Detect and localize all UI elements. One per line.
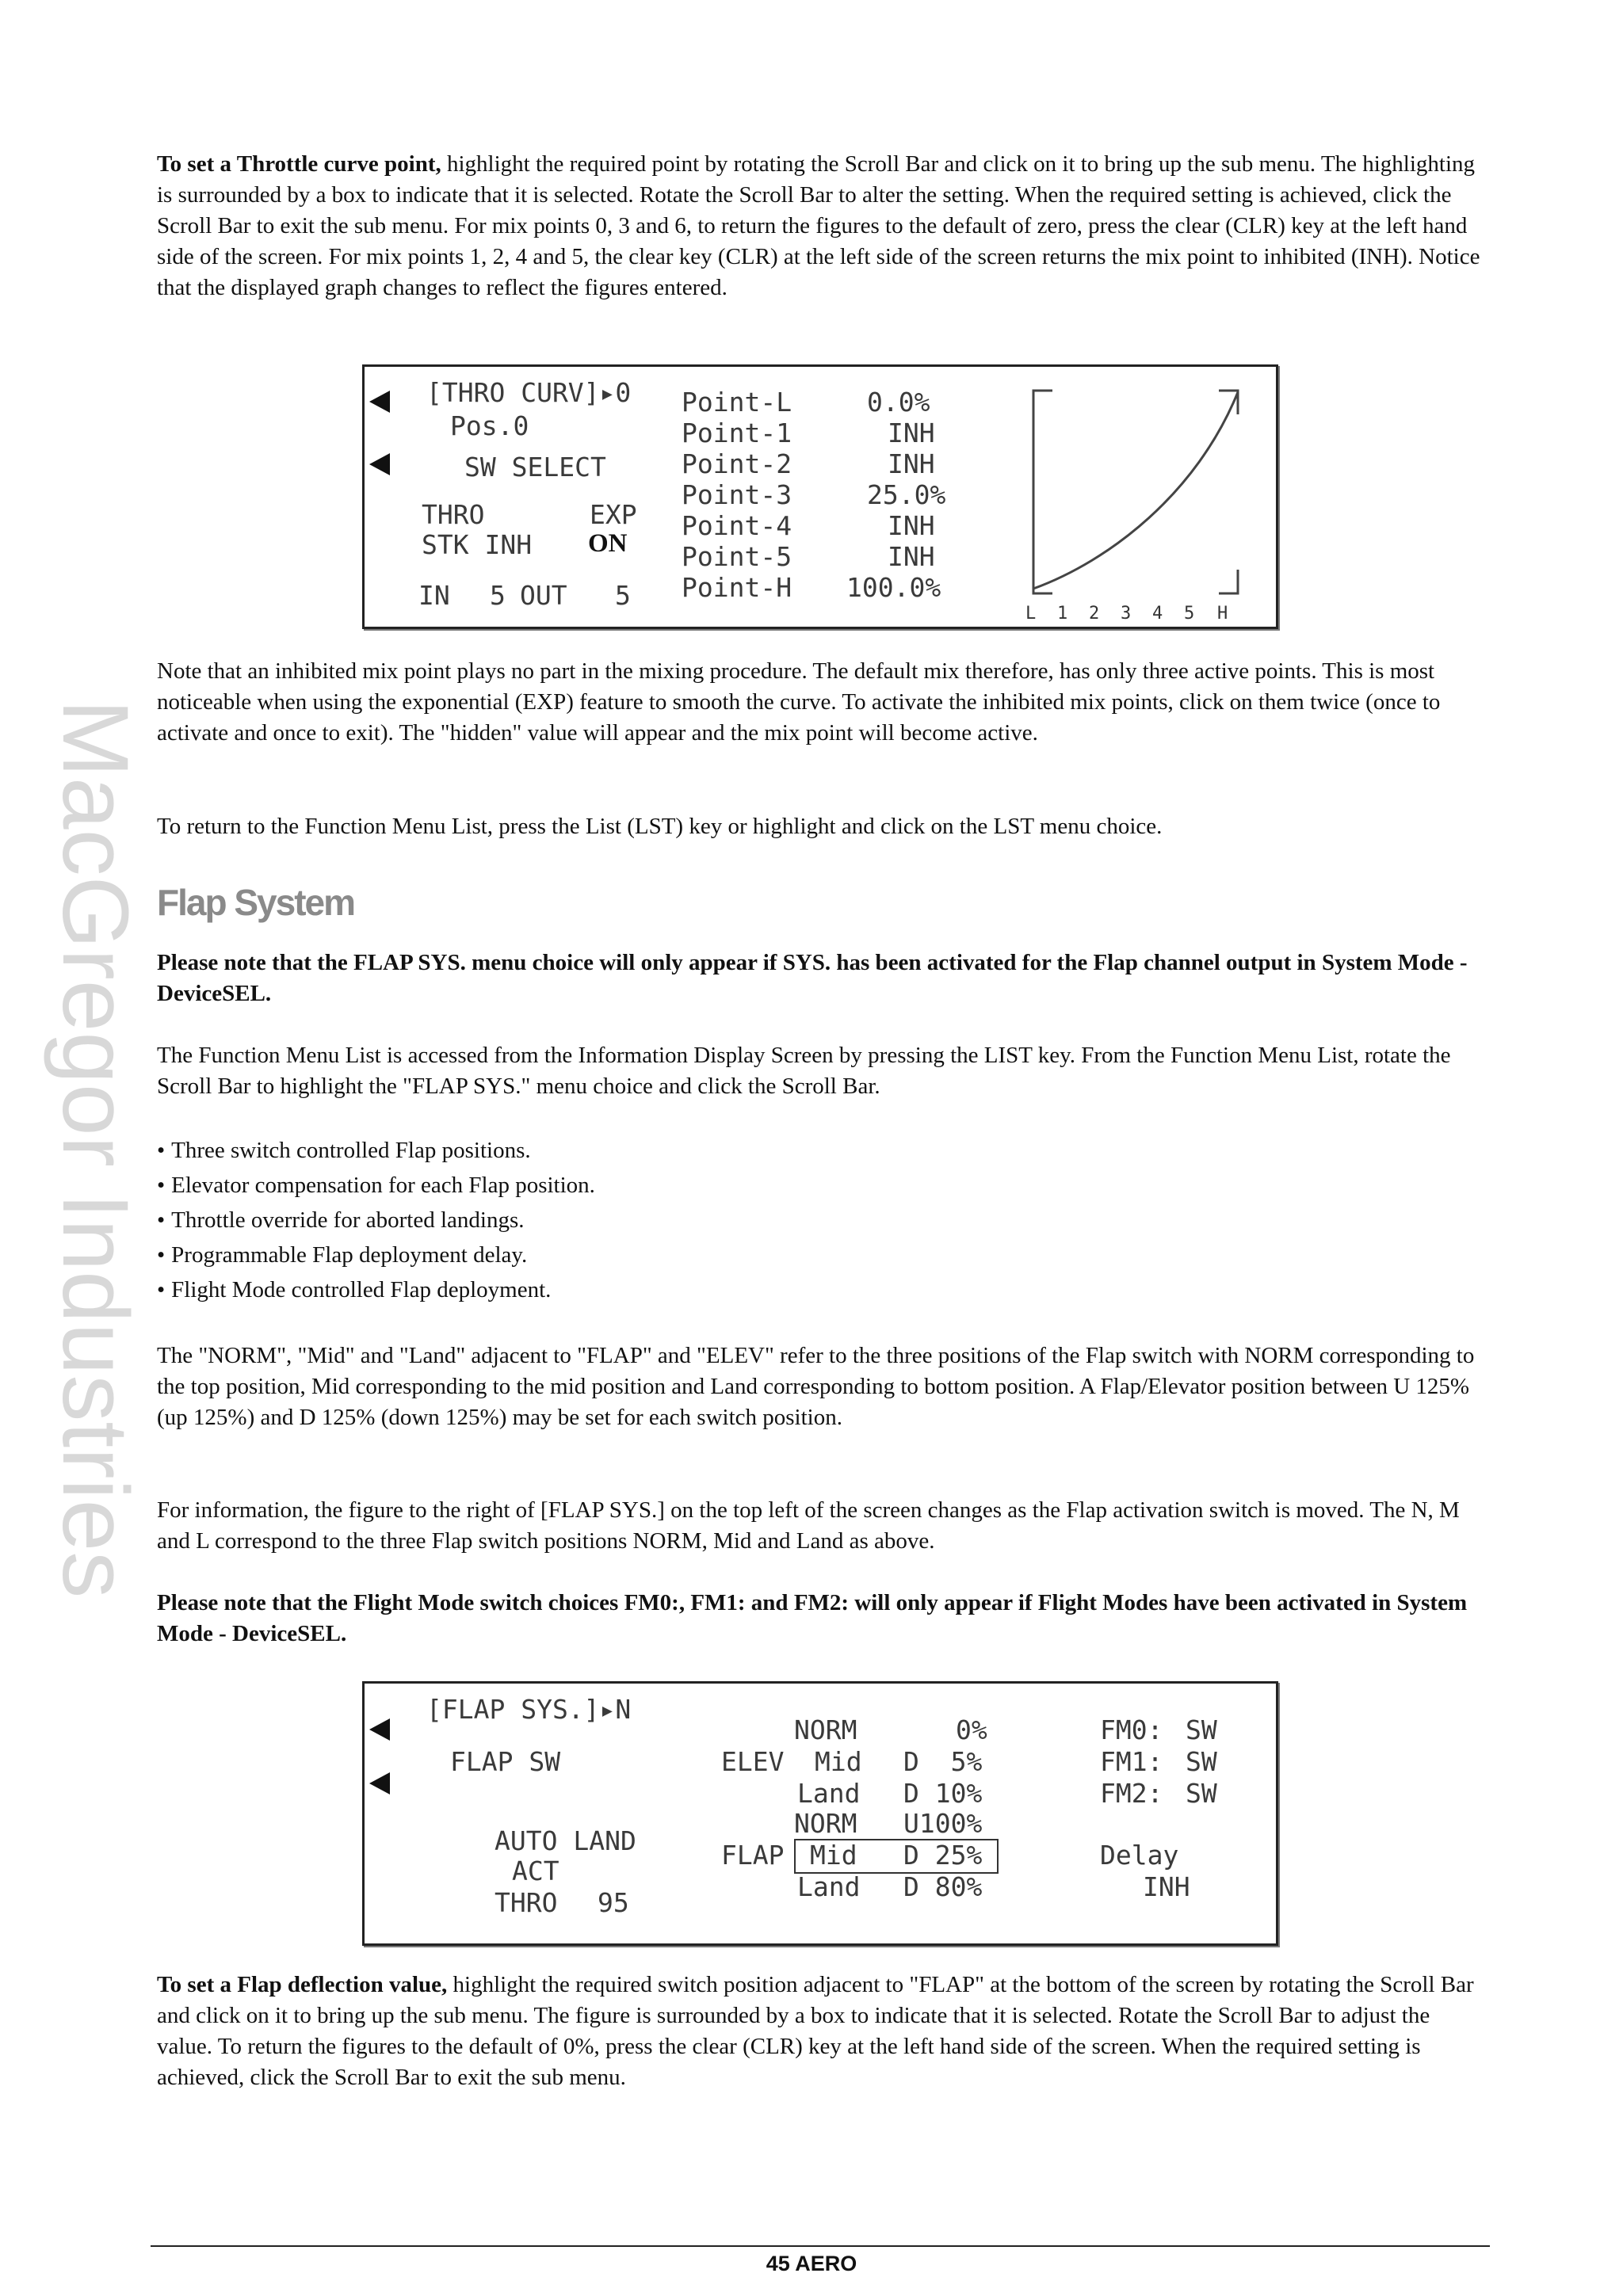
- flap-pos: Land: [797, 1871, 861, 1902]
- fm-value[interactable]: SW: [1186, 1714, 1217, 1745]
- throttle-point-paragraph: [157, 149, 1488, 303]
- in-label: IN: [418, 580, 450, 611]
- elev-label: ELEV: [721, 1746, 785, 1777]
- flap-label: FLAP: [721, 1840, 785, 1871]
- auto-land-label: AUTO LAND: [495, 1825, 636, 1856]
- point-label[interactable]: Point-2: [682, 448, 792, 479]
- left-arrow-icon: [369, 391, 390, 413]
- list-item: • Three switch controlled Flap positions.: [157, 1133, 595, 1168]
- flap-value[interactable]: D 25%: [903, 1840, 983, 1871]
- lcd-header: [THRO CURV]▸0: [426, 377, 632, 408]
- watermark: MacGregor Industries: [43, 699, 147, 1599]
- list-item: • Flight Mode controlled Flap deployment.: [157, 1272, 595, 1307]
- inhibited-point-paragraph: Note that an inhibited mix point plays no part in the mixing procedure. The default mix therefore, has only three active points. This is most noticeable when using the exponential (EXP) feature to smooth the curve. To activate the inhibited mix points, click on them twice (once to activate and once to exit). The "hidden" value will appear and the mix point will become active.: [157, 658, 1441, 746]
- list-item: • Throttle override for aborted landings.: [157, 1203, 595, 1238]
- elev-value[interactable]: 0%: [956, 1714, 987, 1745]
- elev-value[interactable]: D 10%: [903, 1778, 983, 1809]
- list-item: • Elevator compensation for each Flap position.: [157, 1168, 595, 1203]
- lcd-header: [FLAP SYS.]▸N: [426, 1694, 632, 1725]
- section-title: Flap System: [157, 882, 354, 923]
- thro-label: THRO: [422, 499, 485, 530]
- point-value[interactable]: 25.0%: [867, 479, 946, 510]
- point-value[interactable]: INH: [888, 510, 935, 541]
- page-footer: 45 AERO: [766, 2252, 857, 2275]
- fm-label: FM0:: [1100, 1714, 1163, 1745]
- feature-list: [157, 1133, 595, 1307]
- flap-pos: Mid: [810, 1840, 857, 1871]
- elev-value[interactable]: D 5%: [903, 1746, 983, 1777]
- point-value[interactable]: INH: [888, 418, 935, 448]
- delay-value[interactable]: INH: [1143, 1871, 1190, 1902]
- flap-figure-paragraph: For information, the figure to the right of [FLAP SYS.] on the top left of the screen changes as the Flap activation switch is moved. The N, M and L correspond to the three Flap switch positions NORM, Mid and Land as above.: [157, 1497, 1460, 1554]
- function-menu-paragraph: The Function Menu List is accessed from the Information Display Screen by pressing the LIST key. From the Function Menu List, rotate the Scroll Bar to highlight the "FLAP SYS." menu choice and click the Scroll Bar.: [157, 1043, 1451, 1099]
- flap-deflection-lead: To set a Flap deflection value,: [157, 1972, 448, 1997]
- point-value[interactable]: INH: [888, 541, 935, 572]
- left-arrow-icon: [369, 1772, 390, 1794]
- fm-value[interactable]: SW: [1186, 1746, 1217, 1777]
- flight-mode-note: Please note that the Flight Mode switch choices FM0:, FM1: and FM2: will only appear if Flight Modes have been activated in System Mode - DeviceSEL.: [157, 1590, 1468, 1646]
- in-value: 5: [490, 580, 506, 611]
- point-label[interactable]: Point-H: [682, 572, 792, 603]
- flap-sw-label[interactable]: FLAP SW: [450, 1746, 561, 1777]
- left-arrow-icon: [369, 453, 390, 475]
- throttle-point-lead: To set a Throttle curve point,: [157, 151, 441, 177]
- point-value[interactable]: INH: [888, 448, 935, 479]
- flap-value[interactable]: U100%: [903, 1808, 983, 1839]
- throttle-curve-graph: [1022, 367, 1268, 627]
- elev-pos: NORM: [794, 1714, 857, 1745]
- point-label[interactable]: Point-4: [682, 510, 792, 541]
- out-label: OUT: [520, 580, 567, 611]
- point-value[interactable]: 0.0%: [867, 387, 930, 418]
- left-arrow-icon: [369, 1718, 390, 1741]
- footer-divider: [151, 2245, 1490, 2247]
- point-label[interactable]: Point-1: [682, 418, 792, 448]
- point-label[interactable]: Point-3: [682, 479, 792, 510]
- flap-sys-note: Please note that the FLAP SYS. menu choice will only appear if SYS. has been activated for the Flap channel output in System Mode - DeviceSEL.: [157, 950, 1468, 1006]
- point-label[interactable]: Point-5: [682, 541, 792, 572]
- list-item: • Programmable Flap deployment delay.: [157, 1238, 595, 1272]
- graph-x-label: L: [1025, 604, 1037, 624]
- elev-pos: Land: [797, 1778, 861, 1809]
- throttle-point-text: highlight the required point by rotating the Scroll Bar and click on it to bring up the sub menu. The highlighting is surrounded by a box to indicate that it is selected. Rotate the Scroll Bar to alter the setting. When the required setting is achieved, click the Scroll Bar to exit the sub menu. For mix points 0, 3 and 6, to return the figures to the default of zero, press the clear (CLR) key at the left hand side of the screen. For mix points 1, 2, 4 and 5, the clear key (CLR) at the left side of the screen returns the mix point to inhibited (INH). Notice that the displayed graph changes to reflect the figures entered.: [157, 151, 1480, 300]
- pos-label: Pos.0: [450, 410, 529, 441]
- flap-sys-lcd: [362, 1681, 1278, 1946]
- elev-pos: Mid: [815, 1746, 862, 1777]
- graph-x-label: H: [1217, 604, 1228, 624]
- return-list-paragraph: To return to the Function Menu List, press the List (LST) key or highlight and click on the LST menu choice.: [157, 814, 1163, 839]
- graph-x-label: 4: [1152, 604, 1163, 624]
- exp-label: EXP: [590, 499, 637, 530]
- thro-label: THRO: [495, 1887, 558, 1918]
- sw-select-label: SW SELECT: [464, 452, 606, 482]
- fm-label: FM2:: [1100, 1778, 1163, 1809]
- flap-deflection-text: highlight the required switch position adjacent to "FLAP" at the bottom of the screen by rotating the Scroll Bar and click on it to bring up the sub menu. The figure is surrounded by a box to indicate that it is selected. Rotate the Scroll Bar to adjust the value. To return the figures to the default of 0%, press the clear (CLR) key at the left hand side of the screen. When the required setting is achieved, click the Scroll Bar to exit the sub menu.: [157, 1972, 1474, 2090]
- graph-x-label: 5: [1184, 604, 1195, 624]
- graph-x-label: 3: [1121, 604, 1132, 624]
- fm-value[interactable]: SW: [1186, 1778, 1217, 1809]
- exp-on-value[interactable]: ON: [588, 529, 628, 558]
- act-label[interactable]: ACT: [512, 1855, 559, 1886]
- flap-deflection-paragraph: [157, 1970, 1488, 2093]
- switch-positions-paragraph: The "NORM", "Mid" and "Land" adjacent to "FLAP" and "ELEV" refer to the three positions of the Flap switch with NORM corresponding to the top position, Mid corresponding to the mid position and Land corresponding to bottom position. A Flap/Elevator position between U 125% (up 125%) and D 125% (down 125%) may be set for each switch position.: [157, 1343, 1475, 1430]
- graph-x-label: 1: [1057, 604, 1068, 624]
- stk-inh-label: STK INH: [422, 529, 533, 560]
- point-value[interactable]: 100.0%: [846, 572, 941, 603]
- flap-pos: NORM: [794, 1808, 857, 1839]
- delay-label: Delay: [1100, 1840, 1179, 1871]
- point-label[interactable]: Point-L: [682, 387, 792, 418]
- fm-label: FM1:: [1100, 1746, 1163, 1777]
- out-value: 5: [615, 580, 631, 611]
- flap-value[interactable]: D 80%: [903, 1871, 983, 1902]
- thro-value[interactable]: 95: [598, 1887, 629, 1918]
- thro-curve-lcd: [362, 364, 1278, 629]
- graph-x-label: 2: [1089, 604, 1100, 624]
